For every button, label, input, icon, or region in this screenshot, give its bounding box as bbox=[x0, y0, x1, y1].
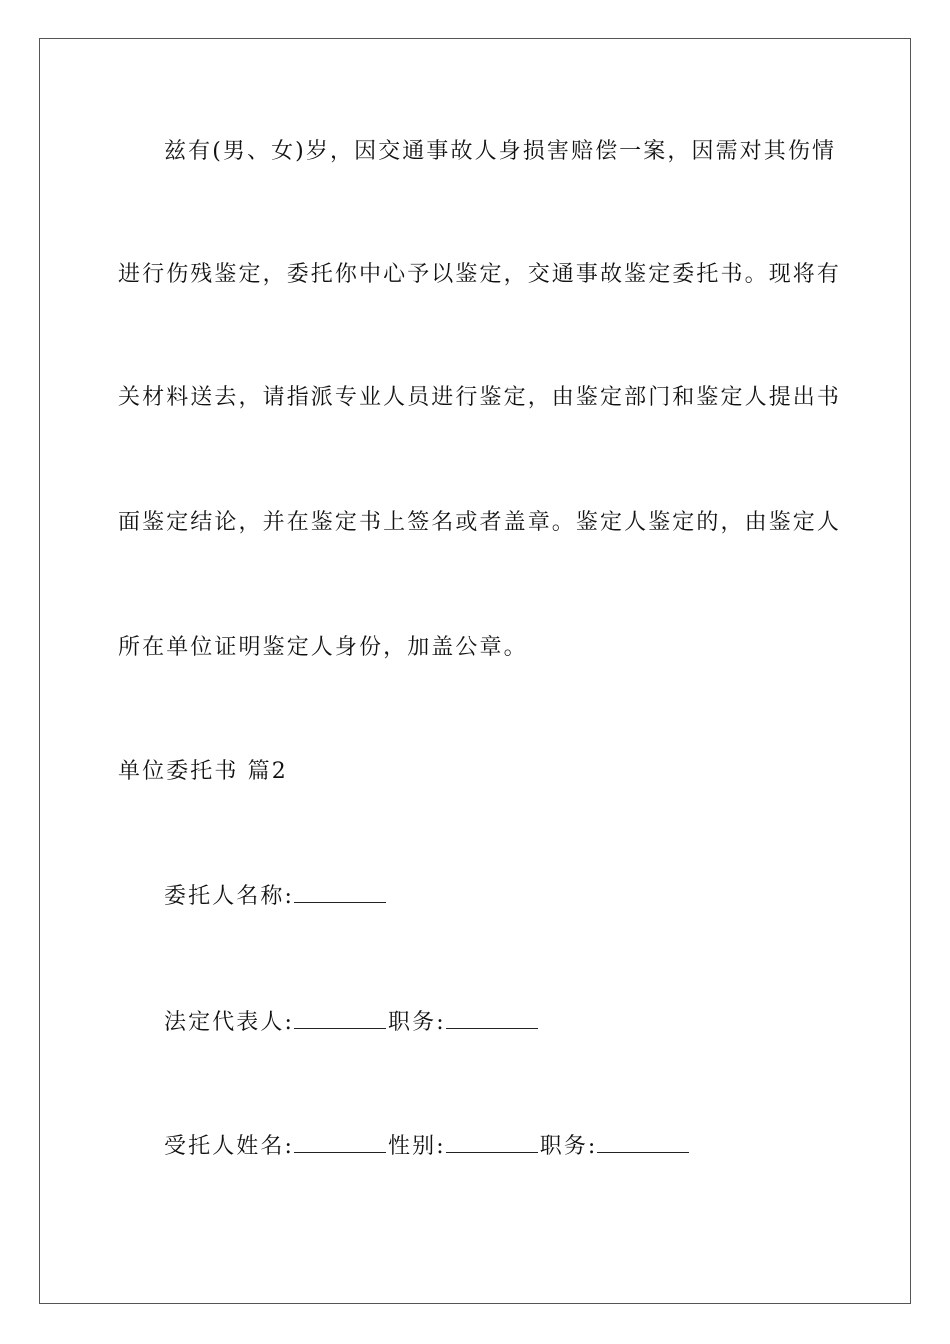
agent-position-label: 职务: bbox=[539, 1134, 598, 1159]
agent-position-blank bbox=[597, 1131, 689, 1153]
page-border bbox=[39, 38, 911, 1304]
paragraph-line-3: 关材料送去，请指派专业人员进行鉴定，由鉴定部门和鉴定人提出书 bbox=[118, 385, 842, 410]
principal-name-label: 委托人名称: bbox=[164, 884, 295, 909]
legal-rep-label: 法定代表人: bbox=[164, 1010, 295, 1035]
legal-rep-blank bbox=[294, 1007, 386, 1029]
section-heading: 单位委托书 篇2 bbox=[118, 759, 288, 784]
principal-name-row bbox=[164, 881, 388, 912]
paragraph-line-1: 兹有(男、女)岁，因交通事故人身损害赔偿一案，因需对其伤情 bbox=[164, 139, 837, 164]
gender-blank bbox=[446, 1131, 538, 1153]
agent-name-blank bbox=[294, 1131, 386, 1153]
position-label: 职务: bbox=[388, 1010, 446, 1035]
principal-name-blank bbox=[294, 881, 386, 903]
legal-rep-row bbox=[164, 1007, 540, 1038]
paragraph-line-2: 进行伤残鉴定，委托你中心予以鉴定，交通事故鉴定委托书。现将有 bbox=[118, 262, 842, 287]
paragraph-line-5: 所在单位证明鉴定人身份，加盖公章。 bbox=[118, 635, 528, 660]
paragraph-line-4: 面鉴定结论，并在鉴定书上签名或者盖章。鉴定人鉴定的，由鉴定人 bbox=[118, 510, 842, 535]
agent-name-label: 受托人姓名: bbox=[164, 1134, 295, 1159]
gender-label: 性别: bbox=[388, 1134, 446, 1159]
agent-row bbox=[164, 1131, 691, 1162]
position-blank bbox=[446, 1007, 538, 1029]
